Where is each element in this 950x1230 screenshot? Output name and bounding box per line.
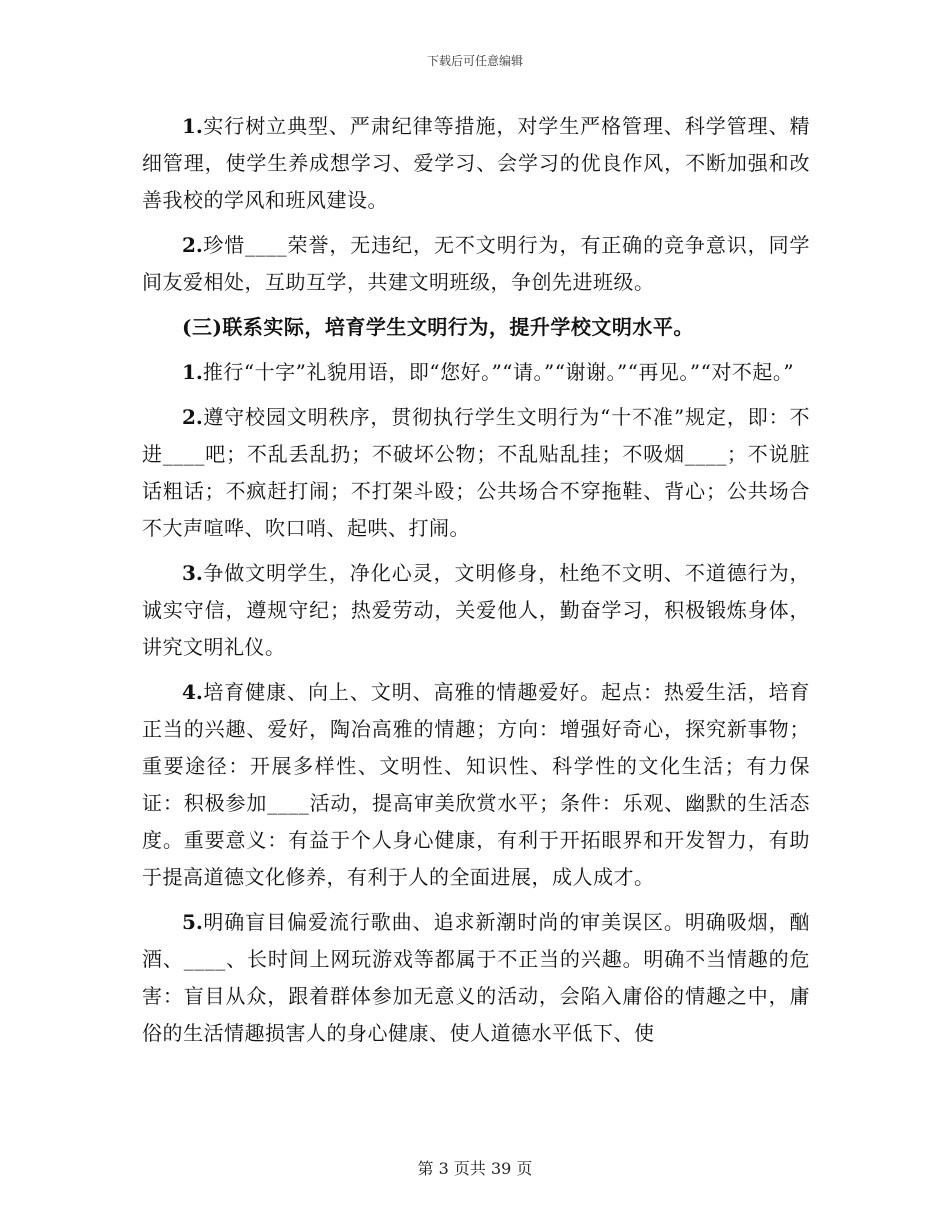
paragraph-text: 培育健康、向上、文明、高雅的情趣爱好。起点：热爱生活，培育正当的兴趣、爱好，陶冶高雅的情趣；方向：增强好奇心，探究新事物；重要途径：开展多样性、文明性、知识性、科学性的文化生活；有力保证：积极参加____活动，提高审美欣赏水平；条件：乐观、幽默的生活态度。重要意义：有益于个人身心健康，有利于开拓眼界和开发智力，有助于提高道德文化修养，有利于人的全面进展，成人成才。 [142, 680, 810, 889]
paragraph-3 [142, 354, 810, 391]
paragraph-6 [142, 674, 810, 896]
item-number: 3. [182, 561, 203, 585]
paragraph-text: 推行“十字”礼貌用语，即“您好。”“请。”“谢谢。”“再见。”“对不起。” [202, 360, 795, 384]
section-heading-text: (三)联系实际，培育学生文明行为，提升学校文明水平。 [182, 315, 694, 339]
paragraph-1 [142, 108, 810, 219]
paragraph-7 [142, 904, 810, 1052]
item-number: 2. [182, 233, 203, 257]
paragraph-4 [142, 399, 810, 547]
section-heading [142, 309, 810, 346]
item-number: 1. [182, 360, 203, 384]
paragraph-text: 争做文明学生，净化心灵，文明修身，杜绝不文明、不道德行为，诚实守信，遵规守纪；热爱劳动，关爱他人，勤奋学习，积极锻炼身体，讲究文明礼仪。 [142, 561, 810, 659]
item-number: 2. [182, 405, 203, 429]
page-header: 下载后可任意编辑 [426, 54, 523, 68]
paragraph-2 [142, 227, 810, 301]
paragraph-text: 明确盲目偏爱流行歌曲、追求新潮时尚的审美误区。明确吸烟，酗酒、____、长时间上网玩游戏等都属于不正当的兴趣。明确不当情趣的危害：盲目从众，跟着群体参加无意义的活动，会陷入庸俗的情趣之中，庸俗的生活情趣损害人的身心健康、使人道德水平低下、使 [142, 910, 810, 1045]
page-footer: 第 3 页共 39 页 [417, 1159, 533, 1178]
item-number: 4. [182, 680, 203, 704]
item-number: 5. [182, 910, 203, 934]
paragraph-text: 珍惜____荣誉，无违纪，无不文明行为，有正确的竞争意识，同学间友爱相处，互助互学，共建文明班级，争创先进班级。 [142, 233, 810, 294]
paragraph-5 [142, 555, 810, 666]
paragraph-text: 遵守校园文明秩序，贯彻执行学生文明行为“十不准”规定，即：不进____吧；不乱丢乱扔；不破坏公物；不乱贴乱挂；不吸烟____；不说脏话粗话；不疯赶打闹；不打架斗殴；公共场合不穿拖鞋、背心；公共场合不大声喧哗、吹口哨、起哄、打闹。 [142, 405, 810, 540]
paragraph-text: 实行树立典型、严肃纪律等措施，对学生严格管理、科学管理、精细管理，使学生养成想学习、爱学习、会学习的优良作风，不断加强和改善我校的学风和班风建设。 [142, 114, 810, 212]
document-body [142, 108, 810, 1060]
item-number: 1. [182, 114, 203, 138]
